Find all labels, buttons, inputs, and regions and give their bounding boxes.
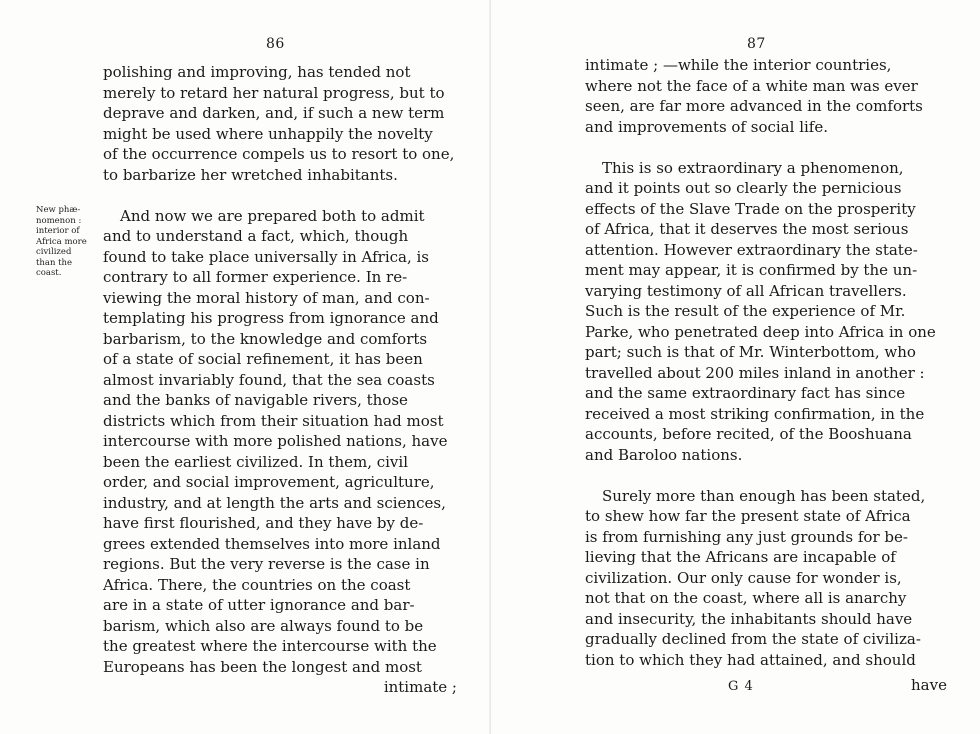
page-number-left: 86 <box>266 36 285 52</box>
marginal-note <box>36 205 98 279</box>
text-line: templating his progress from ignorance and <box>103 309 439 327</box>
text-line: to shew how far the present state of Africa <box>585 507 911 525</box>
text-line: and insecurity, the inhabitants should have <box>585 609 913 628</box>
text-line: of Africa, that it deserves the most serious <box>585 220 909 238</box>
paragraph-gap <box>585 465 940 486</box>
catchword: intimate ; <box>383 678 457 696</box>
text-line: contrary to all former experience. In re- <box>103 268 408 286</box>
text-line: And now we are prepared both to admit <box>120 206 425 225</box>
text-line: and the same extraordinary fact has since <box>585 384 906 402</box>
text-line: is from furnishing any just grounds for be- <box>585 527 908 546</box>
text-line: seen, are far more advanced in the comforts <box>585 97 923 115</box>
text-line: almost invariably found, that the sea coasts <box>103 370 435 389</box>
text-line: intercourse with more polished nations, have <box>103 432 448 450</box>
text-line: lieving that the Africans are incapable of <box>585 548 896 566</box>
text-line: polishing and improving, has tended not <box>103 63 411 81</box>
text-line: been the earliest civilized. In them, civil <box>103 452 409 471</box>
text-line: received a most striking confirmation, in the <box>585 404 925 423</box>
text-line: where not the face of a white man was ever <box>585 76 918 95</box>
text-line: and improvements of social life. <box>585 117 828 136</box>
text-line: attention. However extraordinary the state- <box>585 240 918 259</box>
text-line: might be used where unhappily the novelty <box>103 124 433 143</box>
text-line: have first flourished, and they have by de- <box>103 514 424 532</box>
text-line: barism, which also are always found to be <box>103 616 424 635</box>
right-page <box>490 0 980 734</box>
left-page-text <box>103 62 457 698</box>
text-line: Such is the result of the experience of Mr. <box>585 302 906 320</box>
text-line: accounts, before recited, of the Booshuana <box>585 425 912 443</box>
text-line: the greatest where the intercourse with the <box>103 637 437 655</box>
text-line: barbarism, to the knowledge and comforts <box>103 329 428 348</box>
text-line: and the banks of navigable rivers, those <box>103 391 408 409</box>
text-line: viewing the moral history of man, and con- <box>103 288 430 307</box>
page-number-right: 87 <box>747 36 766 52</box>
marginal-note-line: civilized <box>36 247 72 257</box>
text-line: not that on the coast, where all is anarchy <box>585 589 907 607</box>
text-line: order, and social improvement, agriculture, <box>103 473 435 491</box>
text-line: and it points out so clearly the pernicious <box>585 179 902 197</box>
signature-mark: G 4 <box>728 679 754 694</box>
text-line: districts which from their situation had most <box>103 411 444 430</box>
text-line: tion to which they had attained, and should <box>585 650 916 669</box>
text-line: intimate ; —while the interior countries, <box>585 56 892 74</box>
text-line: Parke, who penetrated deep into Africa in one <box>585 322 936 341</box>
marginal-note-line: interior of <box>36 226 80 236</box>
text-line: found to take place universally in Africa, is <box>103 247 430 266</box>
text-line: ment may appear, it is confirmed by the un- <box>585 261 918 279</box>
text-line: and Baroloo nations. <box>585 445 743 464</box>
text-line: regions. But the very reverse is the case in <box>103 555 430 573</box>
marginal-note-line: coast. <box>36 268 62 278</box>
text-line: merely to retard her natural progress, but to <box>103 83 445 102</box>
marginal-note-line: Africa more <box>36 236 87 247</box>
text-line: of a state of social refinement, it has been <box>103 350 423 368</box>
marginal-note-line: New phæ- <box>36 205 81 215</box>
text-line: deprave and darken, and, if such a new term <box>103 104 445 122</box>
catchword: have <box>911 676 947 694</box>
text-line: grees extended themselves into more inland <box>103 534 441 553</box>
text-line: civilization. Our only cause for wonder is, <box>585 568 902 587</box>
marginal-note-line: than the <box>36 257 73 268</box>
text-line: Surely more than enough has been stated, <box>602 486 926 505</box>
right-page-text <box>585 55 940 670</box>
text-line: This is so extraordinary a phenomenon, <box>602 158 904 177</box>
text-line: industry, and at length the arts and sciences, <box>103 493 446 512</box>
text-line: travelled about 200 miles inland in another : <box>585 363 925 382</box>
text-line: effects of the Slave Trade on the prosperity <box>585 199 916 218</box>
text-line: are in a state of utter ignorance and bar- <box>103 596 415 614</box>
text-line: gradually declined from the state of civiliza- <box>585 630 921 648</box>
text-line: to barbarize her wretched inhabitants. <box>103 165 398 184</box>
text-line: Europeans has been the longest and most <box>103 657 422 676</box>
text-line: Africa. There, the countries on the coast <box>103 575 411 594</box>
text-line: part; such is that of Mr. Winterbottom, who <box>585 343 916 361</box>
paragraph-gap <box>585 137 940 158</box>
text-line: of the occurrence compels us to resort to one, <box>103 145 455 163</box>
paragraph-gap <box>103 185 457 206</box>
text-line: varying testimony of all African travellers. <box>585 281 907 300</box>
text-line: and to understand a fact, which, though <box>103 227 409 245</box>
marginal-note-line: nomenon : <box>36 215 82 226</box>
